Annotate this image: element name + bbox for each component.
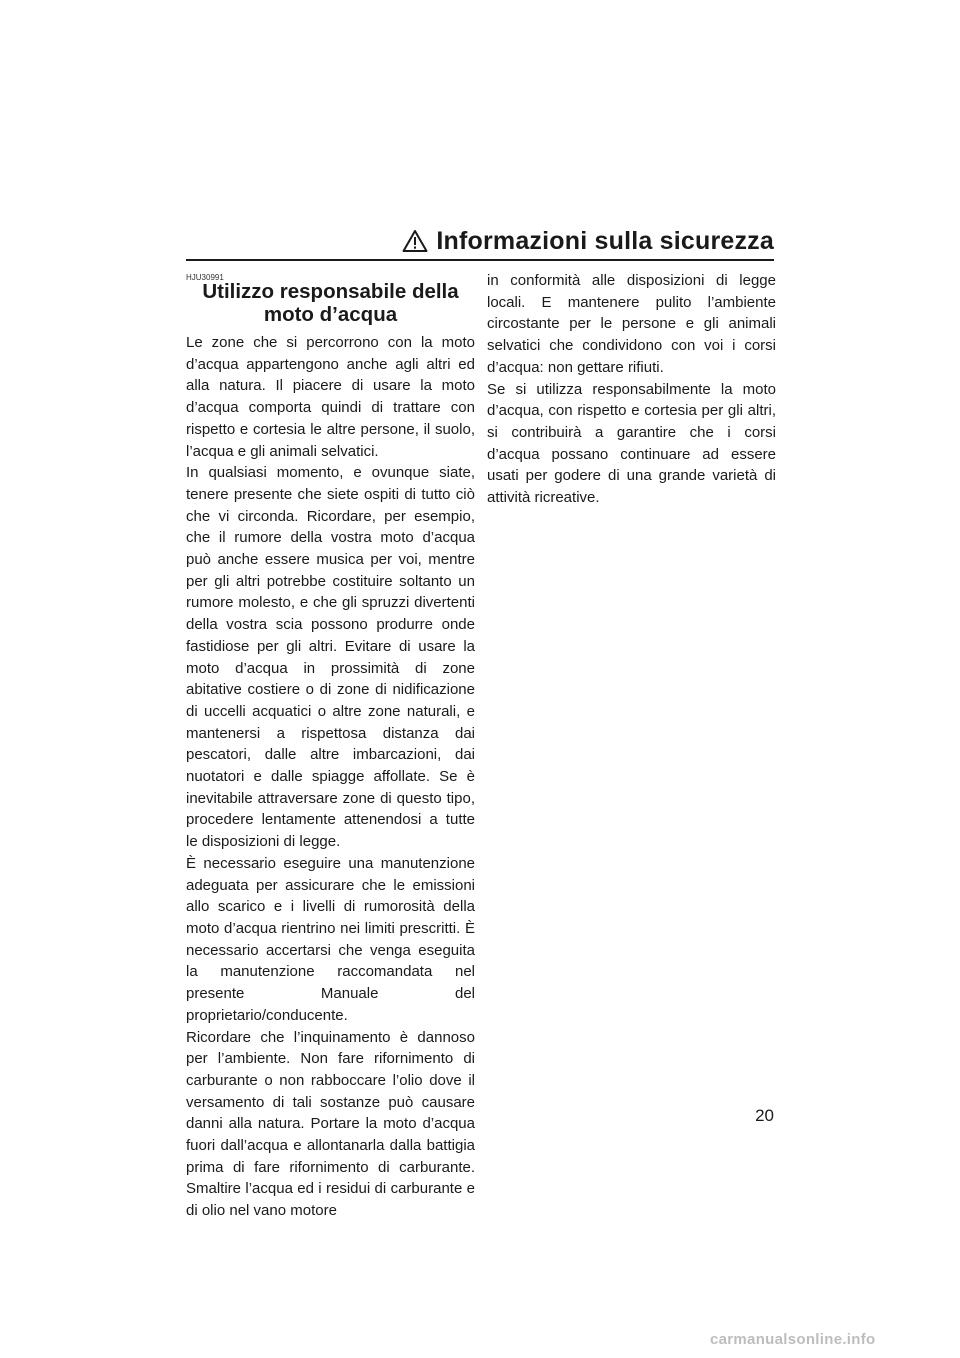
warning-triangle-icon — [402, 229, 428, 253]
header-rule — [186, 259, 774, 261]
section-title — [186, 280, 475, 326]
paragraph: in conformità alle disposizioni di legge locali. E mantenere pulito l’ambiente circostante per le persone e gli animali selvatici che condividono con voi i corsi d’acqua: non gettare rifiuti. — [487, 272, 776, 376]
paragraph: In qualsiasi momento, e ovunque siate, tenere presente che siete ospiti di tutto ciò che vi circonda. Ricordare, per esempio, che il rumore della vostra moto d’acqua può anche essere musica per voi, mentre per gli altri potrebbe costituire soltanto un rumore molesto, e che gli spruzzi divertenti della vostra scia possono produrre onde fastidiose per gli altri. Evitare di usare la moto d’acqua in prossimità di zone abitative costiere o di zone di nidificazione di uccelli acquatici o altre zone naturali, e mantenersi a rispettosa distanza dai pescatori, dalle altre imbarcazioni, dai nuotatori e dalle spiagge affollate. Se è inevitabile attraversare zone di questo tipo, procedere lentamente attenendosi a tutte le disposizioni di legge. — [186, 464, 475, 851]
left-column — [186, 273, 475, 1222]
paragraph: È necessario eseguire una manutenzione adeguata per assicurare che le emissioni allo scarico e i livelli di rumorosità della moto d’acqua rientrino nei limiti prescritti. È necessario accertarsi che venga eseguita la manutenzione raccomandata nel presente Manuale del proprietario/conducente. — [186, 854, 475, 1024]
footer-watermark[interactable]: carmanualsonline.info — [710, 1331, 876, 1348]
paragraph: Ricordare che l’inquinamento è dannoso per l’ambiente. Non fare rifornimento di carburante o non rabboccare l’olio dove il versamento di tali sostanze può causare danni alla natura. Portare la moto d’acqua fuori dall’acqua e allontanarla dalla battigia prima di fare rifornimento di carburante. Smaltire l’acqua ed i residui di carburante e di olio nel vano motore — [186, 1028, 475, 1220]
right-column — [487, 270, 776, 509]
section-title-line1: Utilizzo responsabile della — [202, 280, 459, 303]
section-code: HJU30991 — [186, 273, 224, 282]
paragraph: Le zone che si percorrono con la moto d’acqua appartengono anche agli altri ed alla natura. Il piacere di usare la moto d’acqua comporta quindi di trattare con rispetto e cortesia le altre persone, il suolo, l’acqua e gli animali selvatici. — [186, 334, 475, 460]
page-number: 20 — [755, 1106, 774, 1125]
section-title-line2: moto d’acqua — [263, 303, 398, 326]
paragraph: Se si utilizza responsabilmente la moto d’acqua, con rispetto e cortesia per gli altri, si contribuirà a garantire che i corsi d’acqua possano continuare ad essere usati per godere di una grande varietà di attività ricreative. — [487, 380, 776, 507]
page-header — [186, 224, 774, 258]
header-title: Informazioni sulla sicurezza — [436, 226, 774, 255]
